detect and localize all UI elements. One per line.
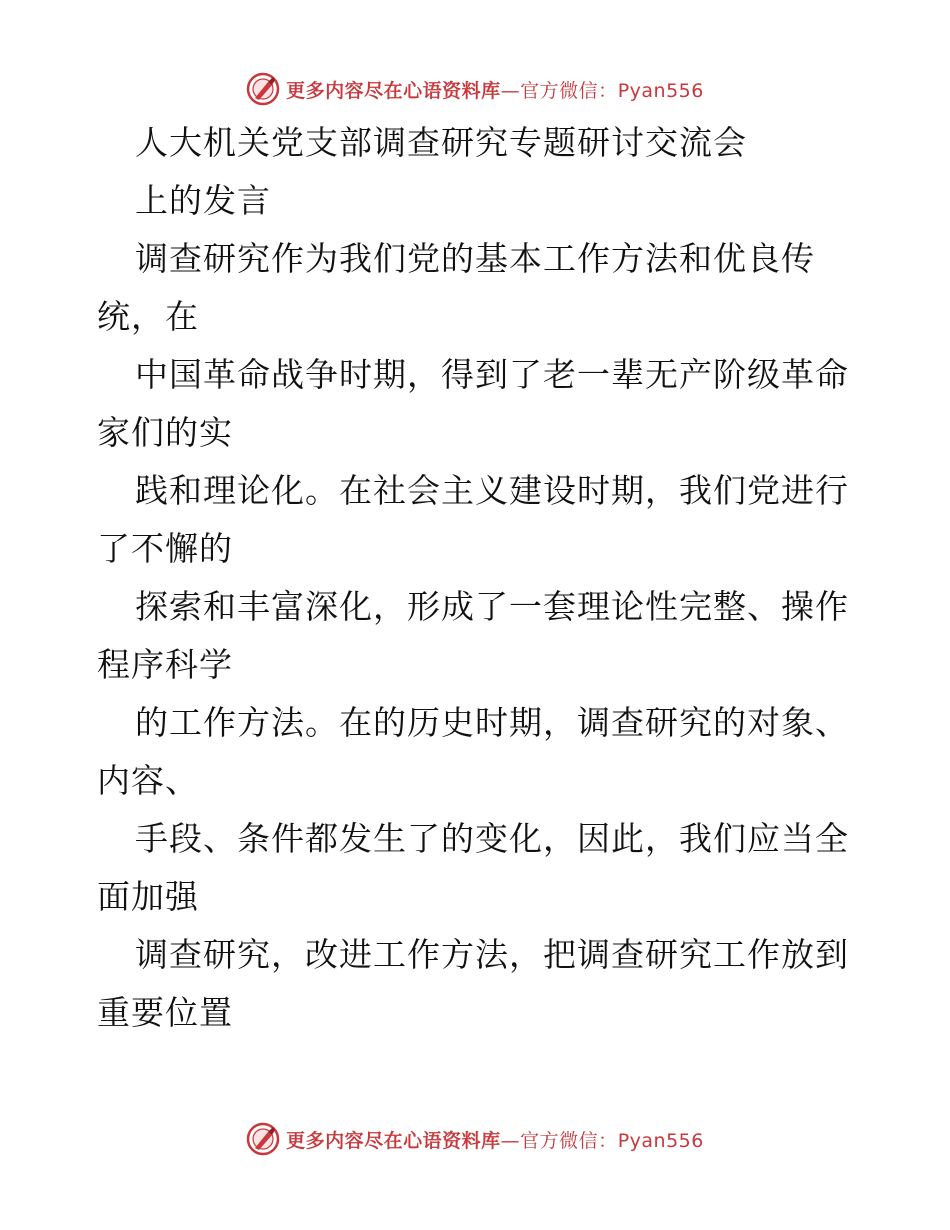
paragraph-line: 了不懈的	[97, 529, 233, 568]
paragraph-line: 面加强	[97, 877, 199, 916]
paragraph-line: 程序科学	[97, 645, 233, 684]
paragraph-line: 探索和丰富深化，形成了一套理论性完整、操作	[135, 587, 849, 626]
paragraph-line: 践和理论化。在社会主义建设时期，我们党进行	[135, 471, 849, 510]
quill-pen-logo-icon	[246, 1122, 280, 1156]
document-body	[97, 123, 867, 1051]
header-watermark	[0, 72, 950, 106]
paragraph-line: 家们的实	[97, 413, 233, 452]
watermark-text: 更多内容尽在心语资料库—官方微信：Pyan556	[286, 79, 704, 102]
paragraph-line: 的工作方法。在的历史时期，调查研究的对象、	[135, 703, 849, 742]
watermark-text: 更多内容尽在心语资料库—官方微信：Pyan556	[286, 1129, 704, 1152]
paragraph-line: 重要位置	[97, 993, 233, 1032]
quill-pen-logo-icon	[246, 72, 280, 106]
paragraph-line: 调查研究，改进工作方法，把调查研究工作放到	[135, 935, 849, 974]
paragraph-line: 中国革命战争时期，得到了老一辈无产阶级革命	[135, 355, 849, 394]
paragraph-line: 手段、条件都发生了的变化，因此，我们应当全	[135, 819, 849, 858]
document-title-line-2: 上的发言	[135, 181, 271, 220]
paragraph-line: 统，在	[97, 297, 199, 336]
footer-watermark	[0, 1122, 950, 1156]
paragraph-line: 调查研究作为我们党的基本工作方法和优良传	[135, 239, 815, 278]
document-title-line-1: 人大机关党支部调查研究专题研讨交流会	[135, 123, 747, 162]
paragraph-line: 内容、	[97, 761, 199, 800]
